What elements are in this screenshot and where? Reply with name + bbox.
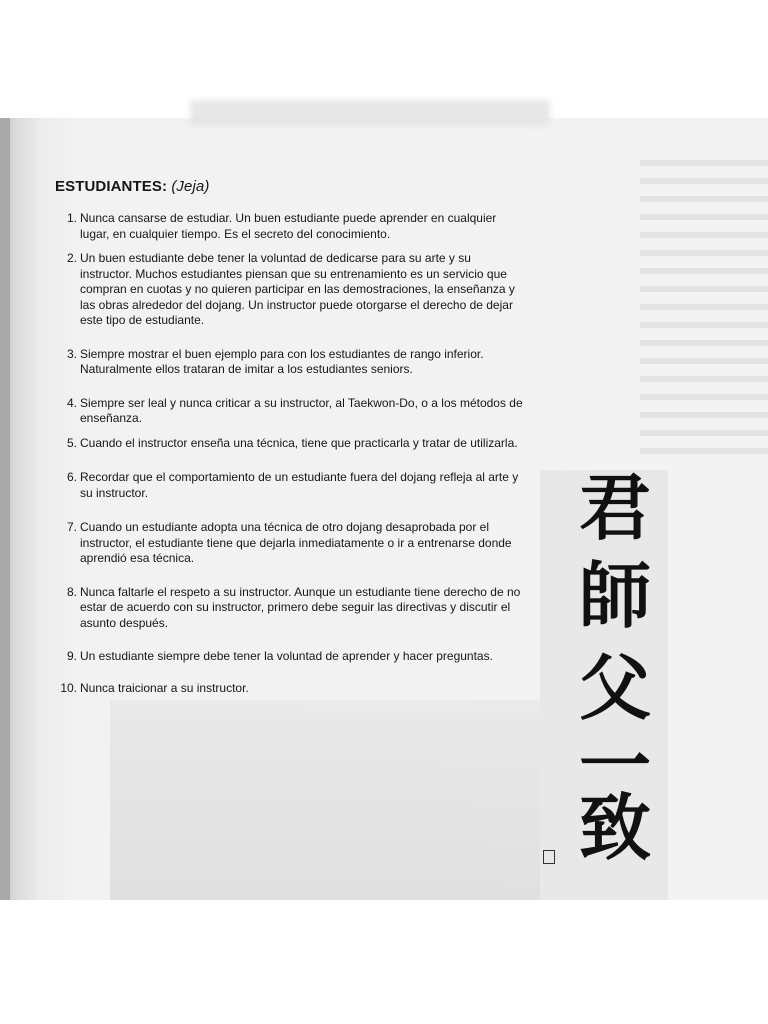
list-item: [55, 436, 525, 452]
item-text: Siempre ser leal y nunca criticar a su instructor, al Taekwon-Do, o a los métodos de enseñanza.: [80, 395, 523, 425]
rules-list: [55, 211, 525, 696]
item-number: 6.: [66, 470, 77, 484]
item-text: Nunca traicionar a su instructor.: [80, 680, 249, 695]
list-item: [55, 520, 525, 567]
item-number: 4.: [66, 395, 77, 410]
item-text: Nunca cansarse de estudiar. Un buen estudiante puede aprender en cualquier lugar, en cualquier tiempo. Es el secreto del conocimiento.: [80, 211, 497, 241]
students-section: [55, 178, 525, 696]
item-number: 2.: [66, 251, 77, 265]
item-number: 10.: [60, 680, 77, 695]
heading-subtitle: (Jeja): [171, 178, 210, 195]
item-number: 8.: [66, 584, 77, 599]
item-number: 9.: [66, 649, 77, 663]
item-text: Recordar que el comportamiento de un estudiante fuera del dojang refleja al arte y su instructor.: [80, 470, 519, 500]
item-text: Cuando un estudiante adopta una técnica de otro dojang desaprobada por el instructor, el estudiante tiene que dejarla inmediatamente o ir a entrenarse donde aprendió esa técnica.: [80, 520, 512, 565]
item-number: 7.: [66, 520, 77, 534]
list-item: [55, 251, 525, 329]
item-number: 5.: [66, 435, 77, 450]
calligraphy-char: 師: [578, 553, 651, 638]
list-item: [55, 396, 525, 427]
list-item: [55, 649, 525, 665]
binding-gutter: [0, 118, 10, 900]
item-number: 3.: [66, 346, 77, 361]
calligraphy-char: 君: [578, 465, 651, 550]
bleed-through-text: [640, 160, 768, 460]
bleed-through-heading: [190, 100, 550, 126]
heading-title: ESTUDIANTES:: [55, 178, 168, 195]
item-number: 1.: [66, 211, 77, 225]
list-item: [55, 211, 525, 242]
list-item: [55, 585, 525, 632]
calligraphy: [555, 465, 675, 888]
item-text: Un estudiante siempre debe tener la voluntad de aprender y hacer preguntas.: [80, 649, 493, 663]
item-text: Siempre mostrar el buen ejemplo para con los estudiantes de rango inferior. Naturalmente ellos trataran de imitar a los estudiantes seniors.: [80, 346, 484, 376]
calligraphy-char: 父: [578, 645, 651, 730]
section-heading: [55, 178, 525, 195]
calligraphy-char: 致: [578, 785, 651, 870]
item-text: Un buen estudiante debe tener la voluntad de dedicarse para su arte y su instructor. Muchos estudiantes piensan que su entrenamiento es un servicio que compran en cuotas y no quieren participar en las demostraciones, la enseñanza y las obras alrededor del dojang. Un instructor puede otorgarse el derecho de dejar este tipo de estudiante.: [80, 251, 515, 327]
calligraphy-char: 一: [578, 723, 651, 808]
item-text: Nunca faltarle el respeto a su instructor. Aunque un estudiante tiene derecho de no estar de acuerdo con su instructor, primero debe seguir las directivas y discutir el asunto después.: [80, 584, 521, 630]
item-text: Cuando el instructor enseña una técnica, tiene que practicarla y tratar de utilizarla.: [80, 435, 518, 450]
list-item: [55, 681, 525, 697]
seal-stamp: [543, 850, 555, 864]
list-item: [55, 470, 525, 501]
list-item: [55, 347, 525, 378]
